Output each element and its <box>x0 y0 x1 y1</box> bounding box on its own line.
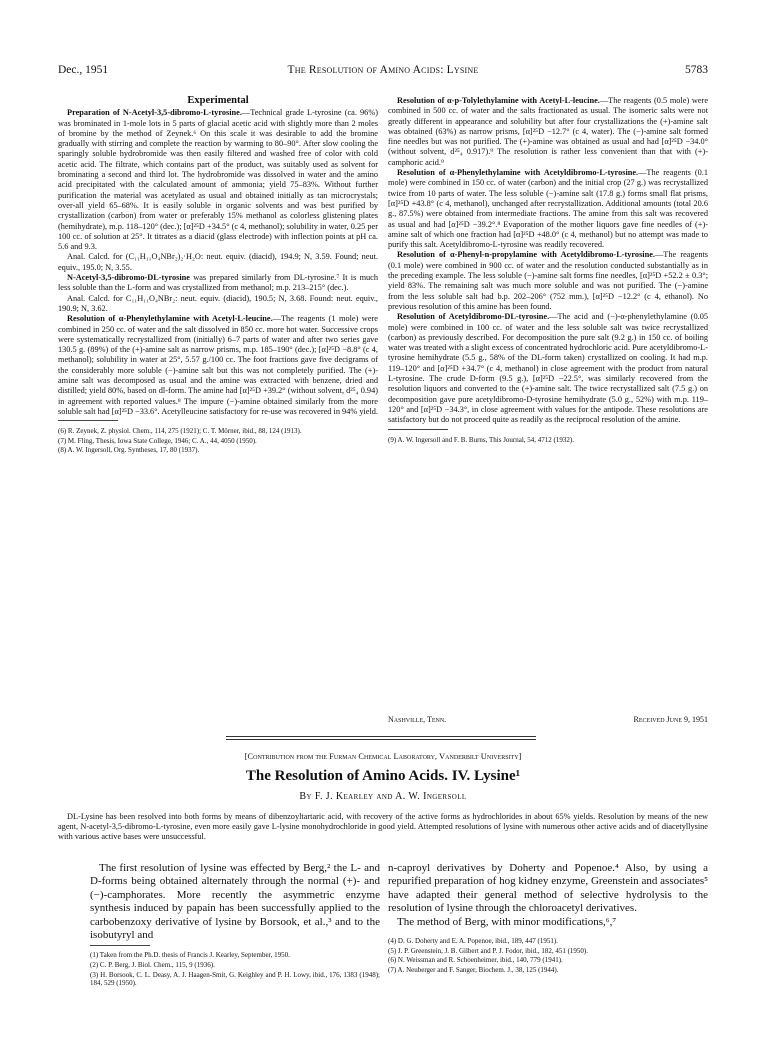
paragraph <box>388 96 708 168</box>
analysis: Anal. Calcd. for (C₁₁H₁₁O₄NBr₂)₂·H₂O: neut. equiv. (diacid), 194.9; N, 3.59. Found; neut. equiv., 195.0; N, 3.55. <box>58 252 378 272</box>
paragraph-title: Resolution of Acetyldibromo-DL-tyrosine. <box>397 312 550 322</box>
paragraph-text: was prepared similarly from DL-tyrosine.⁷ It is much less soluble than the L-form and was crystallized from methanol; m.p. 213–215° (dec.). <box>58 273 379 293</box>
article-title: The Resolution of Amino Acids. IV. Lysine¹ <box>245 768 521 784</box>
intro-paragraph: The method of Berg, with minor modifications,⁶,⁷ <box>397 915 617 928</box>
paragraph-title: Resolution of α-Phenyl-n-propylamine with Acetyldibromo-L-tyrosine. <box>397 250 655 260</box>
footnote: (1) Taken from the Ph.D. thesis of Francis J. Kearley, September, 1950. <box>90 951 290 960</box>
right-column <box>388 96 708 445</box>
footnote: (3) H. Borsook, C. L. Deasy, A. J. Haagen-Smit, G. Keighley and P. H. Lowy, ibid., 176, 1383 (1948); 184, 529 (1950). <box>90 970 380 988</box>
issue-date: Dec., 1951 <box>58 64 109 76</box>
section-heading: Experimental <box>187 95 249 106</box>
footnotes <box>388 436 708 445</box>
footnote: (8) A. W. Ingersoll, Org. Syntheses, 17, 80 (1937). <box>58 446 200 455</box>
paragraph-title: Resolution of α-Phenylethylamine with Acetyl-L-leucine. <box>67 314 273 324</box>
running-header <box>58 64 708 80</box>
paragraph <box>388 250 708 312</box>
abstract-text: DL-Lysine has been resolved into both forms by means of dibenzoyltartaric acid, with recovery of the active forms as hydrochlorides in about 65% yields. Resolution by means of the new agent, N-acetyl-3,5-dibromo-L-tyrosine, even more easily gave L-lysine monohydrochloride in good yield. Attempted resolutions of lysine with numerous other active acids and of diacetyllysine with various active bases were unsuccessful. <box>58 812 708 841</box>
footnote: (9) A. W. Ingersoll and F. B. Burns, This Journal, 54, 4712 (1932). <box>388 435 574 444</box>
intro-left-column <box>90 862 380 989</box>
footnotes <box>388 937 708 974</box>
footnote: (4) D. G. Doherty and E. A. Popenoe, ibid., 189, 447 (1951). <box>388 937 558 946</box>
abstract <box>58 812 708 842</box>
intro-paragraph: n-caproyl derivatives by Doherty and Popenoe.⁴ Also, by using a repurified preparation of hog kidney enzyme, Greenstein and associates⁵ have adapted their general method of selective hydrolysis to the resolution of lysine through the chloroacetyl derivatives. <box>388 862 708 915</box>
paragraph-title: Preparation of N-Acetyl-3,5-dibromo-L-tyrosine. <box>67 108 242 118</box>
divider <box>226 736 536 737</box>
paragraph <box>388 312 708 425</box>
paragraph <box>58 314 378 417</box>
paragraph-text: —Technical grade L-tyrosine (ca. 96%) was brominated in 1-mole lots in 5 parts of glacial acetic acid with slightly more than 2 moles of bromine by the method of Zeynek.⁶ On this scale it was desirable to add the bromine gradually with stirring and complete the reaction by warming to 80–90°. After slow cooling the sparingly soluble hydrobromide was then easily filtered and washed free of color with cold acetic acid. The filtrate, which contains part of the product, was suitably used as solvent for brominating a second and third lot. The hydrobromide was dissolved in water and the amino acid precipitated with the calculated amount of ammonia; yield 75–83%. Without further purification the material was acetylated as usual and obtained initially as tan microcrystals; over-all yield 65–68%. It is easily soluble in organic solvents and was best purified by crystallization (carbon) from water or preferably 15% methanol as colorless glistening plates (hemihydrate), m.p. 118–120° (dec.); [α]²⁵D +34.5° (c 4, methanol); solubility in water, 0.25 per 100 cc. of solution at 25°. It titrates as a diacid (glass electrode) with inflection points at pH ca. 5.6 and 9.3. <box>58 108 378 252</box>
footnotes <box>58 427 378 455</box>
contribution-line: [Contribution from the Furman Chemical Laboratory, Vanderbilt University] <box>244 751 522 761</box>
footnote: (6) R. Zeynek, Z. physiol. Chem., 114, 275 (1921); C. T. Mörner, ibid., 88, 124 (1913). <box>58 427 302 436</box>
intro-paragraph: The first resolution of lysine was effected by Berg,² the L- and D-forms being obtained alternately through the normal (+)- and (−)-camphorates. More recently the asymmetric enzyme synthesis induced by papain has been successfully applied to the carbobenzoxy derivative of lysine by Borsook, et al.,³ and to the isobutyryl and <box>90 862 380 942</box>
footnote-rule <box>90 945 150 946</box>
page-number: 5783 <box>685 64 708 76</box>
location: Nashville, Tenn. <box>388 715 447 724</box>
footnote: (5) J. P. Greenstein, J. B. Gilbert and P. J. Fodor, ibid., 182, 451 (1950). <box>388 946 588 955</box>
paragraph-text: —The acid and (−)-α-phenylethylamine (0.05 mole) were combined in 100 cc. of water and the less soluble salt was twice recrystallized (carbon) as previously described. For decomposition the pure salt (9.2 g.) in 150 cc. of boiling water was treated with a slight excess of concentrated hydrochloric acid. Pure acetyldibromo-L-tyrosine hemihydrate (5.5 g., 58% of the DL-form taken) crystallized on cooling. It had m.p. 119–120° and [α]²⁵D +34.7° (c 4, methanol) in close agreement with the product from natural L-tyrosine. The crude D-form (9.5 g.), [α]²⁵D −22.5°, was similarly recovered from the resolution liquors and converted to the (+)-amine salt. The twice recrystallized salt (7.5 g.) on decomposition gave pure acetyldibromo-D-tyrosine hemihydrate (5.0 g., 52%) with m.p. 119–120° and [α]²⁵D −34.3°, in close agreement with values for the antipode. These resolutions are satisfactory but do not proceed quite as readily as the reciprocal resolution of the amine. <box>388 312 708 425</box>
left-column <box>58 96 378 456</box>
footnote-rule <box>58 420 118 421</box>
footnote: (7) A. Neuberger and F. Sanger, Biochem. J., 38, 125 (1944). <box>388 965 559 974</box>
paragraph <box>58 108 378 252</box>
footnote-rule <box>388 429 448 430</box>
paragraph-title: N-Acetyl-3,5-dibromo-DL-tyrosine <box>67 273 190 283</box>
paragraph-text: —The reagents (0.1 mole) were combined in 900 cc. of water and the resolution conducted substantially as in the preceding example. The less soluble (−)-amine salt forms fine needles, [α]²⁵D +52.2 ± 0.3°; yield 83%. The remaining salt was much more soluble and was not purified. The (−)-amine from the less soluble salt had b.p. 202–206° (752 mm.), [α]²⁵D −12.2° (c 4, ethanol). No previous resolution of this amine has been found. <box>388 250 709 311</box>
footnotes <box>90 951 380 987</box>
received-date: Received June 9, 1951 <box>633 715 708 724</box>
intro-right-column <box>388 862 708 975</box>
running-title: The Resolution of Amino Acids: Lysine <box>287 64 479 76</box>
footnote: (6) N. Weissman and R. Schoenheimer, ibid., 140, 779 (1941). <box>388 956 563 965</box>
footnote: (7) M. Fling, Thesis, Iowa State College, 1946; C. A., 44, 4050 (1950). <box>58 436 257 445</box>
divider <box>226 739 536 740</box>
footnote: (2) C. P. Berg, J. Biol. Chem., 115, 9 (1936). <box>90 961 215 970</box>
paragraph-text: —The reagents (0.1 mole) were combined in 150 cc. of water (carbon) and the initial crop (27 g.) was recrystallized twice from 10 parts of water. The less soluble (−)-amine salt (17.8 g.) forms small flat prisms, [α]²⁵D +43.8° (c 4, methanol), unchanged after recrystallization. Additional amounts (total 20.6 g., 87.5%) were obtained from intermediate fractions. The amine from this salt was recovered as usual and had [α]²⁵D −39.2°.⁸ Evaporation of the mother liquors gave fine needles of (+)-amine salt of which one fraction had [α]²⁵D +48.0° (c 4, methanol) but no attempt was made to purify this salt. Acetyldibromo-L-tyrosine was readily recovered. <box>388 168 708 250</box>
paragraph-text: —The reagents (0.5 mole) were combined in 500 cc. of water and the salts fractionated as usual. The isomeric salts were not greatly different in appearance and solubility but after four crystallizations the (+)-amine salt was obtained (63%) as narrow prisms, [α]²⁵D −12.7° (c 4, water). The (−)-amine salt formed fine needles but was not purified. The (+)-amine was obtained as usual and had [α]²⁵D −34.0° (without solvent, d²⁵₄ 0.917).⁹ The resolution is rather less convenient than that with (+)-camphoric acid.⁹ <box>388 96 708 167</box>
paragraph-title: Resolution of α-p-Tolylethylamine with Acetyl-L-leucine. <box>397 96 600 105</box>
analysis: Anal. Calcd. for C₁₁H₁₁O₄NBr₂: neut. equiv. (diacid), 190.5; N, 3.68. Found: neut. equiv., 190.9; N, 3.62. <box>58 293 378 313</box>
paragraph <box>58 273 378 294</box>
paragraph-text: —The reagents (1 mole) were combined in 250 cc. of water and the salt dissolved in 850 cc. more hot water. Successive crops were systematically recrystallized from (initially) 6–7 parts of water and after two series gave 130.5 g. (89%) of the (+)-amine salt as narrow prisms, m.p. 185–190° (dec.); [α]²⁵D −8.8° (c 4, methanol); solubility in water at 25°, 5.57 g./100 cc. The foot fractions gave five decigrams of the considerably more soluble (−)-amine salt but this was not completely purified. The (+)-amine salt was decomposed as usual and the amine was extracted with benzene, dried and distilled; yield 80%, based on dl-form. The amine had [α]²⁵D +39.2° (without solvent, d²⁵₄ 0.94) in agreement with reported values.⁸ The impure (−)-amine obtained similarly from the more soluble salt had [α]²⁵D −33.6°. Acetylleucine satisfactory for re-use was recovered in 94% yield. <box>58 314 378 416</box>
byline: By F. J. Kearley and A. W. Ingersoll <box>299 791 467 802</box>
paragraph <box>388 168 708 250</box>
paragraph-title: Resolution of α-Phenylethylamine with Acetyldibromo-L-tyrosine. <box>397 168 639 178</box>
